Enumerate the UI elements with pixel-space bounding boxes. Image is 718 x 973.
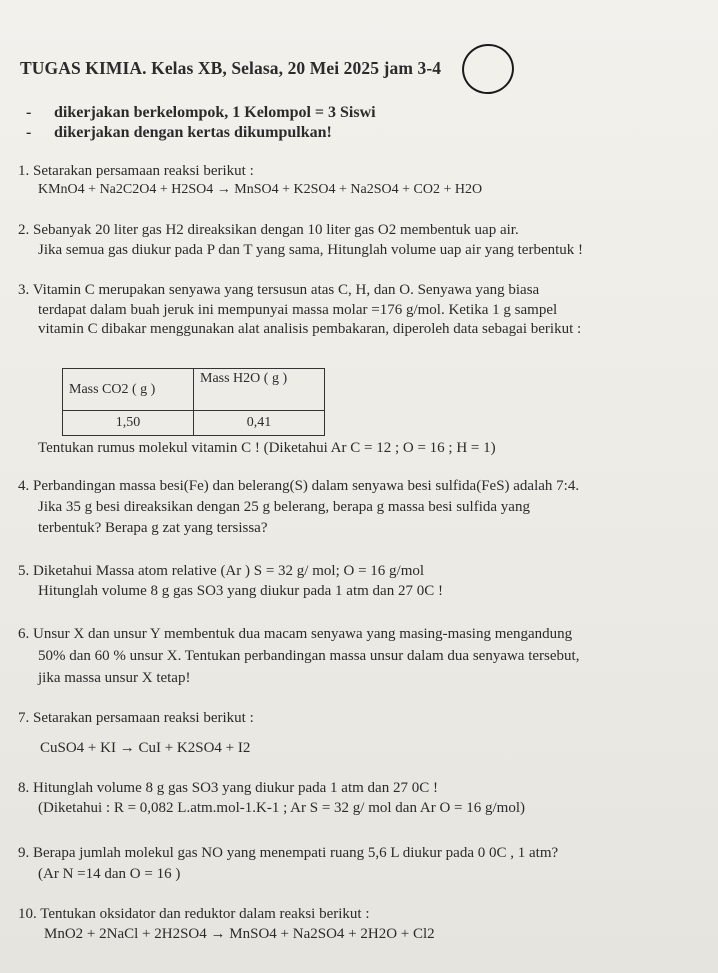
- mass-data-table: [62, 368, 325, 436]
- question-10-equation: MnO2 + 2NaCl + 2H2SO4 → MnSO4 + Na2SO4 + 2H2O + Cl2: [44, 926, 435, 942]
- question-7-text: 7. Setarakan persamaan reaksi berikut :: [18, 710, 254, 726]
- question-9-line-1: 9. Berapa jumlah molekul gas NO yang menempati ruang 5,6 L diukur pada 0 0C , 1 atm?: [18, 845, 559, 861]
- question-5-line-1: 5. Diketahui Massa atom relative (Ar ) S = 32 g/ mol; O = 16 g/mol: [18, 563, 425, 579]
- question-2-line-1: 2. Sebanyak 20 liter gas H2 direaksikan dengan 10 liter gas O2 membentuk uap air.: [18, 222, 519, 238]
- note-text: dikerjakan dengan kertas dikumpulkan!: [54, 124, 332, 141]
- note-item: - dikerjakan dengan kertas dikumpulkan!: [26, 124, 332, 141]
- page-title: TUGAS KIMIA. Kelas XB, Selasa, 20 Mei 2025 jam 3-4: [20, 58, 442, 78]
- question-3-line-4: Tentukan rumus molekul vitamin C ! (Diketahui Ar C = 12 ; O = 16 ; H = 1): [38, 440, 496, 456]
- table-header-co2: Mass CO2 ( g ): [63, 369, 194, 411]
- question-5-line-2: Hitunglah volume 8 g gas SO3 yang diukur pada 1 atm dan 27 0C !: [38, 583, 443, 599]
- question-10-text: 10. Tentukan oksidator dan reduktor dalam reaksi berikut :: [18, 906, 370, 922]
- question-6-line-1: 6. Unsur X dan unsur Y membentuk dua macam senyawa yang masing-masing mengandung: [18, 626, 573, 642]
- table-header-h2o: Mass H2O ( g ): [194, 369, 325, 411]
- question-8-line-2: (Diketahui : R = 0,082 L.atm.mol-1.K-1 ; Ar S = 32 g/ mol dan Ar O = 16 g/mol): [38, 800, 526, 816]
- question-9-line-2: (Ar N =14 dan O = 16 ): [38, 866, 181, 882]
- question-1-text: 1. Setarakan persamaan reaksi berikut :: [18, 163, 254, 179]
- question-1-equation: KMnO4 + Na2C2O4 + H2SO4 → MnSO4 + K2SO4 + Na2SO4 + CO2 + H2O: [38, 182, 483, 197]
- note-item: - dikerjakan berkelompok, 1 Kelompol = 3 Siswi: [26, 104, 376, 121]
- question-2-line-2: Jika semua gas diukur pada P dan T yang sama, Hitunglah volume uap air yang terbentuk !: [38, 242, 584, 258]
- question-8-line-1: 8. Hitunglah volume 8 g gas SO3 yang diukur pada 1 atm dan 27 0C !: [18, 780, 438, 796]
- question-6-line-2: 50% dan 60 % unsur X. Tentukan perbandingan massa unsur dalam dua senyawa tersebut,: [38, 648, 580, 664]
- question-3-line-3: vitamin C dibakar menggunakan alat analisis pembakaran, diperoleh data sebagai berikut :: [38, 321, 582, 337]
- question-3-line-2: terdapat dalam buah jeruk ini mempunyai massa molar =176 g/mol. Ketika 1 g sampel: [38, 302, 558, 318]
- note-text: dikerjakan berkelompok, 1 Kelompol = 3 Siswi: [54, 104, 376, 121]
- table-cell-co2: 1,50: [63, 411, 194, 436]
- table-cell-h2o: 0,41: [194, 411, 325, 436]
- question-4-line-3: terbentuk? Berapa g zat yang tersissa?: [38, 520, 268, 536]
- question-4-line-1: 4. Perbandingan massa besi(Fe) dan belerang(S) dalam senyawa besi sulfida(FeS) adalah 7:4.: [18, 478, 580, 494]
- question-6-line-3: jika massa unsur X tetap!: [38, 670, 191, 686]
- question-4-line-2: Jika 35 g besi direaksikan dengan 25 g belerang, berapa g massa besi sulfida yang: [38, 499, 530, 515]
- question-3-line-1: 3. Vitamin C merupakan senyawa yang tersusun atas C, H, dan O. Senyawa yang biasa: [18, 282, 540, 298]
- question-7-equation: CuSO4 + KI → CuI + K2SO4 + I2: [40, 740, 251, 756]
